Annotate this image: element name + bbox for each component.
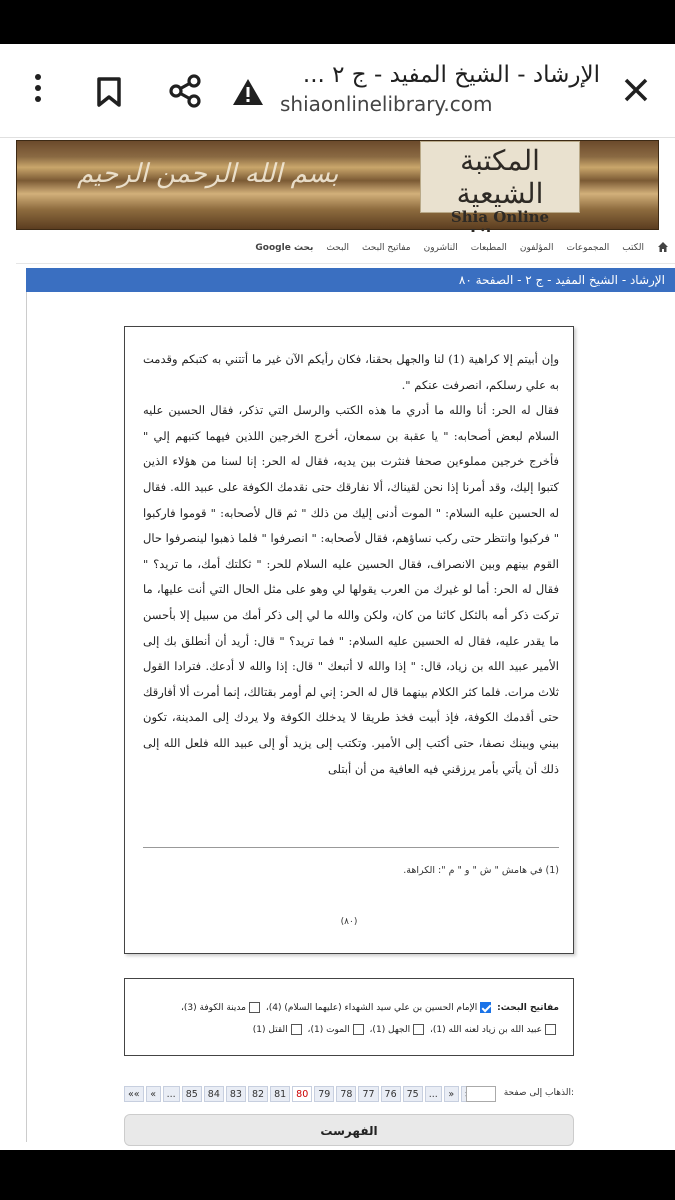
- basmala-calligraphy: بسم الله الرحمن الرحيم: [77, 159, 339, 189]
- keyword-text[interactable]: عبيد الله بن زياد لعنه الله (1)،: [429, 1025, 542, 1035]
- book-page-title: الإرشاد - الشيخ المفيد - ج ٢ - الصفحة ٨٠: [458, 273, 665, 287]
- page-link[interactable]: 84: [204, 1086, 224, 1102]
- page-link[interactable]: ««: [124, 1086, 144, 1102]
- nav-search-keys[interactable]: مفاتيح البحث: [361, 243, 411, 253]
- site-logo[interactable]: [420, 141, 580, 226]
- keyword-checkbox[interactable]: [480, 1002, 491, 1013]
- address-block[interactable]: [280, 62, 600, 116]
- status-bar: [0, 0, 675, 44]
- page-link[interactable]: 78: [336, 1086, 356, 1102]
- keywords-label: مفاتيح البحث:: [497, 1003, 559, 1013]
- system-nav-area: [0, 1150, 675, 1200]
- page-link[interactable]: 75: [403, 1086, 423, 1102]
- page-url: shiaonlinelibrary.com: [280, 92, 493, 116]
- keywords-list: [139, 997, 559, 1041]
- nav-home[interactable]: [657, 241, 669, 256]
- keyword-checkbox[interactable]: [353, 1024, 364, 1035]
- keyword-text[interactable]: الجهل (1)،: [369, 1025, 411, 1035]
- paragraph: فقال له الحر: أنا والله ما أدري ما هذه الكتب والرسل التي تذكر، فقال الحسين عليه السلام لبعض أصحابه: " يا عقبة بن سمعان، أخرج الخرجين اللذين فيهما كتبهم إلي " فأخرج خرجين مملوءين صحفا فنثرت بين يديه، فقال له الحر: إنا لسنا من هؤلاء الذين كتبوا إليك، وقد أمرنا إذا نحن لقيناك، ألا نفارقك حتى نقدمك الكوفة على عبيد الله. فقال له الحسين عليه السلام: " الموت أدنى إليك من ذلك " ثم قال لأصحابه: " قوموا فاركبوا " فركبوا وانتظر حتى ركب نساؤهم، فقال لأصحابه: " انصرفوا " فلما ذهبوا لينصرفوا حال القوم بينهم وبين الانصراف، فقال الحسين عليه السلام للحر: " ثكلتك أمك، ما تريد؟ " فقال له الحر: أما لو غيرك من العرب يقولها لي وهو على مثل الحال التي أنت عليها، ما تركت ذكر أمه بالثكل كائنا من كان، ولكن والله ما لي إلى ذكر أمك من سبيل إلا بأحسن ما يقدر عليه، فقال له الحسين عليه السلام: " فما تريد؟ " قال: أريد أن أنطلق بك إلى الأمير عبيد الله بن زياد، قال: " إذا والله لا أتبعك " قال: إذا والله لا أدعك. فترادا القول ثلاث مرات. فلما كثر الكلام بينهما قال له الحر: إني لم أومر بقتالك، إنما أمرت ألا أفارقك حتى أقدمك الكوفة، فإذ أبيت فخذ طريقا لا يدخلك الكوفة ولا يردك إلى المدينة، تكون بيني وبينك نصفا، حتى أكتب إلى الأمير. وتكتب إلى يزيد أو إلى عبيد الله فلعل الله إلى ذلك أن يأتي بأمر يرزقني فيه العافية من أن أبتلى: [143, 403, 559, 776]
- nav-authors[interactable]: المؤلفون: [519, 243, 554, 253]
- keyword-text[interactable]: مدينة الكوفة (3)،: [180, 1003, 246, 1013]
- footnote: (1) في هامش " ش " و " م ": الكراهة.: [403, 865, 559, 876]
- home-icon: [657, 241, 669, 253]
- page-link[interactable]: «: [146, 1086, 161, 1102]
- keyword-checkbox[interactable]: [545, 1024, 556, 1035]
- keyword-checkbox[interactable]: [291, 1024, 302, 1035]
- book-page: [124, 326, 574, 954]
- book-text: [143, 347, 559, 782]
- close-icon[interactable]: [622, 76, 650, 104]
- keyword-checkbox[interactable]: [249, 1002, 260, 1013]
- bookmark-icon[interactable]: [96, 76, 122, 108]
- goto-page-label: الذهاب إلى صفحة:: [503, 1088, 574, 1098]
- nav-collections[interactable]: المجموعات: [566, 243, 610, 253]
- paragraph: وإن أبيتم إلا كراهية (1) لنا والجهل بحقنا، فكان رأيكم الآن غير ما أتتني به كتبكم وقدمت به علي رسلكم، انصرفت عنكم ".: [143, 352, 559, 392]
- page-link[interactable]: 77: [358, 1086, 378, 1102]
- nav-google-search[interactable]: بحث Google: [255, 243, 314, 253]
- more-options-icon[interactable]: [28, 74, 48, 110]
- share-icon[interactable]: [168, 74, 202, 108]
- search-keywords-box: [124, 978, 574, 1056]
- keyword-text[interactable]: الموت (1)،: [307, 1025, 350, 1035]
- index-button[interactable]: الفهرست: [124, 1114, 574, 1146]
- site-banner: [16, 140, 659, 230]
- browser-toolbar: [0, 44, 675, 138]
- keyword-text[interactable]: القتل (1): [252, 1025, 288, 1035]
- nav-search[interactable]: البحث: [326, 243, 349, 253]
- page-link[interactable]: 76: [381, 1086, 401, 1102]
- page-link[interactable]: 82: [248, 1086, 268, 1102]
- page-link[interactable]: 80: [292, 1086, 312, 1102]
- page-title: الإرشاد - الشيخ المفيد - ج ٢ ...: [302, 62, 600, 88]
- page-links: [124, 1086, 482, 1102]
- goto-page-input[interactable]: [466, 1086, 496, 1102]
- footnote-divider: [143, 847, 559, 848]
- logo-arabic: المكتبة الشيعية: [456, 144, 544, 210]
- page-header-bar: [26, 268, 675, 292]
- nav-books[interactable]: الكتب: [622, 243, 644, 253]
- pagination: [124, 1086, 574, 1104]
- page-link[interactable]: 83: [226, 1086, 246, 1102]
- page-link[interactable]: 81: [270, 1086, 290, 1102]
- main-nav: [16, 232, 675, 264]
- nav-printers[interactable]: المطبعات: [470, 243, 507, 253]
- warning-icon[interactable]: [232, 78, 264, 106]
- page-link[interactable]: 85: [182, 1086, 202, 1102]
- logo-english: Shia Online: [450, 208, 550, 226]
- page-link[interactable]: ...: [163, 1086, 180, 1102]
- keyword-text[interactable]: الإمام الحسين بن علي سيد الشهداء (عليهما السلام) (4)،: [265, 1003, 478, 1013]
- nav-publishers[interactable]: الناشرون: [423, 243, 458, 253]
- keyword-checkbox[interactable]: [413, 1024, 424, 1035]
- page-number: (٨٠): [340, 917, 358, 927]
- page-link[interactable]: 79: [314, 1086, 334, 1102]
- page-link[interactable]: »: [444, 1086, 459, 1102]
- page-link[interactable]: ...: [425, 1086, 442, 1102]
